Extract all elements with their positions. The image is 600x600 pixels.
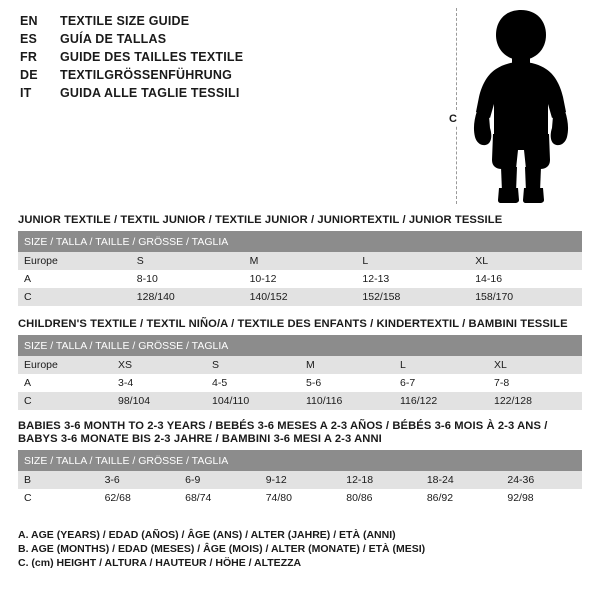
cell: 6-9 [179, 471, 260, 489]
row-label: Europe [18, 356, 112, 374]
babies-size-table [18, 450, 582, 507]
table-band-header [18, 335, 582, 356]
height-measure-label: C [449, 113, 457, 125]
cell: 110/116 [300, 392, 394, 410]
row-label: C [18, 392, 112, 410]
child-silhouette-icon [466, 8, 576, 204]
cell: 10-12 [244, 270, 357, 288]
cell: 14-16 [469, 270, 582, 288]
language-code: FR [20, 50, 38, 64]
cell: 68/74 [179, 489, 260, 507]
legend-block [18, 528, 582, 570]
cell: 18-24 [421, 471, 502, 489]
cell: 62/68 [99, 489, 180, 507]
language-code: ES [20, 32, 38, 46]
language-code: EN [20, 14, 38, 28]
row-label: Europe [18, 252, 131, 270]
children-size-table [18, 335, 582, 410]
child-figure [442, 8, 582, 208]
cell: 8-10 [131, 270, 244, 288]
cell: 98/104 [112, 392, 206, 410]
cell: 6-7 [394, 374, 488, 392]
table-row [18, 288, 582, 306]
cell: 128/140 [131, 288, 244, 306]
language-row [20, 68, 440, 86]
cell: L [356, 252, 469, 270]
language-title: TEXTILE SIZE GUIDE [60, 14, 190, 28]
cell: 12-13 [356, 270, 469, 288]
language-header [20, 14, 440, 104]
language-title: GUÍA DE TALLAS [60, 32, 167, 46]
cell: 158/170 [469, 288, 582, 306]
band-label: SIZE / TALLA / TAILLE / GRÖSSE / TAGLIA [18, 231, 582, 252]
section-title: JUNIOR TEXTILE / TEXTIL JUNIOR / TEXTILE JUNIOR / JUNIORTEXTIL / JUNIOR TESSILE [18, 214, 503, 226]
cell: 24-36 [501, 471, 582, 489]
section-junior-textile [18, 214, 582, 306]
cell: 12-18 [340, 471, 421, 489]
row-label: A [18, 374, 112, 392]
legend-line-b: B. AGE (MONTHS) / EDAD (MESES) / ÂGE (MOIS) / ALTER (MONATE) / ETÀ (MESI) [18, 543, 426, 555]
table-row [18, 270, 582, 288]
table-row [18, 252, 582, 270]
table-row [18, 356, 582, 374]
cell: 3-6 [99, 471, 180, 489]
cell: L [394, 356, 488, 374]
language-row [20, 32, 440, 50]
cell: 5-6 [300, 374, 394, 392]
cell: 74/80 [260, 489, 341, 507]
cell: XL [469, 252, 582, 270]
cell: S [131, 252, 244, 270]
language-row [20, 86, 440, 104]
language-title: GUIDA ALLE TAGLIE TESSILI [60, 86, 240, 100]
section-title: CHILDREN'S TEXTILE / TEXTIL NIÑO/A / TEXTILE DES ENFANTS / KINDERTEXTIL / BAMBINI TESSILE [18, 318, 568, 330]
cell: 9-12 [260, 471, 341, 489]
row-label: C [18, 489, 99, 507]
cell: XL [488, 356, 582, 374]
language-code: IT [20, 86, 32, 100]
cell: S [206, 356, 300, 374]
table-band-header [18, 231, 582, 252]
row-label: C [18, 288, 131, 306]
row-label: A [18, 270, 131, 288]
section-children-textile [18, 318, 582, 410]
height-guide-line [456, 8, 457, 204]
cell: XS [112, 356, 206, 374]
cell: 92/98 [501, 489, 582, 507]
section-title: BABIES 3-6 MONTH TO 2-3 YEARS / BEBÉS 3-6 MESES A 2-3 AÑOS / BÉBÉS 3-6 MOIS À 2-3 ANS / BABYS 3-6 MONATE BIS 2-3 JAHRE / BAMBINI 3-6 MESI A 2-3 ANNI [18, 420, 548, 445]
cell: 152/158 [356, 288, 469, 306]
table-row [18, 471, 582, 489]
band-label: SIZE / TALLA / TAILLE / GRÖSSE / TAGLIA [18, 335, 582, 356]
legend-line-c: C. (cm) HEIGHT / ALTURA / HAUTEUR / HÖHE / ALTEZZA [18, 557, 302, 569]
cell: 116/122 [394, 392, 488, 410]
junior-size-table [18, 231, 582, 306]
cell: M [244, 252, 357, 270]
cell: 7-8 [488, 374, 582, 392]
cell: 3-4 [112, 374, 206, 392]
cell: 86/92 [421, 489, 502, 507]
legend-line-a: A. AGE (YEARS) / EDAD (AÑOS) / ÂGE (ANS) / ALTER (JAHRE) / ETÀ (ANNI) [18, 529, 396, 541]
language-row [20, 50, 440, 68]
cell: 104/110 [206, 392, 300, 410]
cell: 140/152 [244, 288, 357, 306]
cell: M [300, 356, 394, 374]
language-title: TEXTILGRÖSSENFÜHRUNG [60, 68, 233, 82]
row-label: B [18, 471, 99, 489]
band-label: SIZE / TALLA / TAILLE / GRÖSSE / TAGLIA [18, 450, 582, 471]
cell: 80/86 [340, 489, 421, 507]
language-title: GUIDE DES TAILLES TEXTILE [60, 50, 244, 64]
cell: 4-5 [206, 374, 300, 392]
language-row [20, 14, 440, 32]
table-row [18, 489, 582, 507]
table-row [18, 392, 582, 410]
cell: 122/128 [488, 392, 582, 410]
table-band-header [18, 450, 582, 471]
language-code: DE [20, 68, 38, 82]
table-row [18, 374, 582, 392]
section-babies-textile [18, 420, 582, 507]
